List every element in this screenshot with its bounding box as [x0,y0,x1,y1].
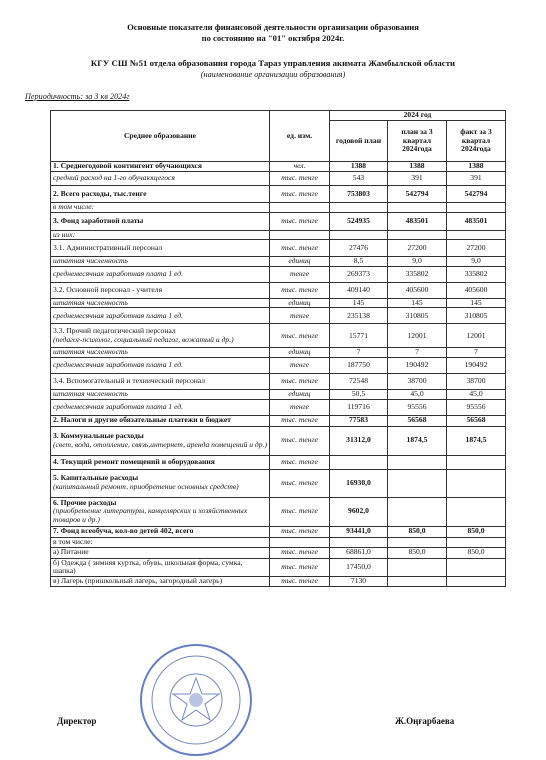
row-unit: тыс. тенге [270,547,330,558]
row-plan: 95556 [388,399,447,415]
row-plan: 45,0 [388,389,447,399]
row-label [51,558,270,576]
row-label-text: 3. Фонд заработной платы [53,215,144,225]
row-fact: 850,0 [447,526,506,537]
row-label [51,547,270,558]
row-unit: единиц [270,389,330,399]
row-annual: 16930,0 [330,469,388,497]
row-plan [388,576,447,586]
row-fact: 850,0 [447,547,506,558]
row-label-text: 2. Всего расходы, тыс.тенге [53,188,147,198]
row-label [51,389,270,399]
row-annual: 17450,0 [330,558,388,576]
row-fact: 12001 [447,324,506,348]
row-fact [447,230,506,240]
row-label-text: в том числе: [53,537,93,546]
row-plan: 850,0 [388,547,447,558]
organization-caption: (наименование организации образования) [200,70,346,79]
table-row [51,240,506,257]
organization-name: КГУ СШ №51 отдела образования города Тараз управления акимата Жамбылской области [90,58,456,68]
table-row [51,298,506,308]
row-plan: 145 [388,298,447,308]
row-unit: тенге [270,266,330,282]
table-row [51,399,506,415]
row-fact [447,497,506,526]
row-label [51,426,270,455]
row-plan [388,230,447,240]
row-label-text: штатная численность [53,347,128,357]
row-fact: 27200 [447,240,506,257]
row-plan [388,203,447,213]
row-label-text: среднемесячная заработная плата 1 ед. [53,310,184,320]
row-label [51,497,270,526]
row-label [51,257,270,267]
row-fact [447,455,506,469]
row-annual: 524935 [330,212,388,230]
row-label-text: б) Одежда ( зимняя куртка, обувь, школьная форма, сумка, шапка) [53,558,243,576]
row-fact: 405600 [447,282,506,298]
document-date: по состоянию на "01" октября 2024г. [201,33,345,43]
row-unit: тыс. тенге [270,212,330,230]
row-label-text: в) Лагерь (пришкольный лагерь, загородный лагерь) [53,576,223,585]
row-annual: 753803 [330,186,388,203]
row-plan: 310805 [388,308,447,324]
table-row [51,203,506,213]
header-plan: план за 3 квартал 2024года [388,121,447,162]
row-plan: 12001 [388,324,447,348]
table-row [51,469,506,497]
table-row [51,547,506,558]
row-annual: 187750 [330,357,388,373]
row-annual: 31312,0 [330,426,388,455]
row-fact: 56568 [447,415,506,426]
row-unit: тыс. тенге [270,282,330,298]
row-unit: единиц [270,298,330,308]
row-fact [447,576,506,586]
table-row [51,348,506,358]
row-label-text: 7. Фонд всеобуча, кол-во детей 402, всего [53,526,194,536]
row-annual: 93441,0 [330,526,388,537]
table-row [51,282,506,298]
row-unit: тыс. тенге [270,526,330,537]
row-label [51,308,270,324]
row-unit: тыс. тенге [270,415,330,426]
row-fact: 542794 [447,186,506,203]
row-plan: 38700 [388,373,447,389]
row-fact: 145 [447,298,506,308]
table-row [51,537,506,547]
row-fact: 95556 [447,399,506,415]
row-fact: 335802 [447,266,506,282]
row-label-text: среднемесячная заработная плата 1 ед. [53,401,184,411]
row-unit [270,537,330,547]
row-plan: 9,0 [388,257,447,267]
row-fact [447,558,506,576]
row-label-text: а) Питание [53,547,89,557]
table-row [51,558,506,576]
row-unit: тыс. тенге [270,324,330,348]
table-row [51,324,506,348]
table-row [51,497,506,526]
row-annual: 50,5 [330,389,388,399]
row-unit: тыс. тенге [270,558,330,576]
row-label [51,415,270,426]
row-annual: 269373 [330,266,388,282]
table-row [51,373,506,389]
row-annual: 27476 [330,240,388,257]
row-unit: тенге [270,308,330,324]
row-unit: тенге [270,399,330,415]
row-plan: 405600 [388,282,447,298]
period-label: Периодичность: за 3 кв 2024г [25,92,130,101]
row-annual: 409140 [330,282,388,298]
row-annual [330,230,388,240]
header-name: Среднее образование [51,111,270,162]
row-label [51,537,270,547]
row-label-text: в том числе: [53,202,95,211]
row-fact [447,537,506,547]
table-row [51,212,506,230]
row-fact: 310805 [447,308,506,324]
row-unit [270,203,330,213]
row-plan: 483501 [388,212,447,230]
table-row [51,576,506,586]
row-unit: тыс. тенге [270,186,330,203]
table-row [51,426,506,455]
official-seal [136,640,256,760]
row-annual: 7130 [330,576,388,586]
row-fact: 483501 [447,212,506,230]
header-fact: факт за 3 квартал 2024года [447,121,506,162]
row-unit: единиц [270,348,330,358]
header-year: 2024 год [330,111,506,121]
financial-table [50,110,506,587]
row-annual [330,455,388,469]
row-label-text: среднемесячная заработная плата 1 ед. [53,360,184,370]
row-label [51,240,270,257]
row-label-text: среднемесячная заработная плата 1 ед. [53,268,184,278]
row-annual: 1388 [330,162,388,172]
row-label-text: из них: [53,230,76,239]
row-label-text: 5. Капитальные расходы [53,473,139,483]
table-row [51,357,506,373]
row-label-text: 2. Налоги и другие обязательные платежи в бюджет [53,415,232,425]
row-annual: 9602,0 [330,497,388,526]
row-unit: тыс. тенге [270,240,330,257]
row-fact: 7 [447,348,506,358]
row-label [51,203,270,213]
row-label [51,526,270,537]
row-label [51,298,270,308]
row-label [51,469,270,497]
table-row [51,230,506,240]
row-label-text: 3.4. Вспомогательный и технический персонал [53,376,206,386]
director-title: Директор [57,716,97,726]
row-label-text: штатная численность [53,389,128,398]
row-annual [330,203,388,213]
row-annual: 68861,0 [330,547,388,558]
row-label-text: средний расход на 1-го обучающегося [53,173,175,183]
row-plan [388,558,447,576]
row-plan [388,497,447,526]
row-label-text: 3.3. Прочий педагогический персонал [53,326,176,336]
row-label-text: штатная численность [53,298,128,307]
row-fact: 1388 [447,162,506,172]
row-label [51,455,270,469]
table-row [51,162,506,172]
row-fact: 9,0 [447,257,506,267]
row-unit [270,230,330,240]
row-annual: 145 [330,298,388,308]
row-unit: тыс. тенге [270,455,330,469]
row-label [51,357,270,373]
table-row [51,526,506,537]
row-annual: 235138 [330,308,388,324]
row-label-text: 1. Среднегодовой контингент обучающихся [53,161,203,171]
header-annual: годовой план [330,121,388,162]
row-fact: 190492 [447,357,506,373]
row-plan: 391 [388,172,447,186]
row-label-text: 3. Коммунальные расходы [53,430,144,440]
document-title: Основные показатели финансовой деятельности организации образования [127,22,419,32]
row-unit: тыс. тенге [270,497,330,526]
row-unit: тыс. тенге [270,172,330,186]
row-label-text: 3.2. Основной персонал - учителя [53,284,163,294]
table-row [51,455,506,469]
row-plan: 335802 [388,266,447,282]
row-fact: 45,0 [447,389,506,399]
row-label-sub: (педагог-психолог, социальный педагог, вожатый и др.) [53,334,234,344]
row-unit: чел. [270,162,330,172]
row-fact: 391 [447,172,506,186]
row-unit: единиц [270,257,330,267]
row-label [51,373,270,389]
row-plan: 190492 [388,357,447,373]
row-unit: тыс. тенге [270,426,330,455]
row-label-text: 3.1. Административный персонал [53,242,163,252]
row-label [51,172,270,186]
row-plan: 542794 [388,186,447,203]
row-annual: 7 [330,348,388,358]
table-row [51,266,506,282]
table-row [51,257,506,267]
table-row [51,415,506,426]
row-label-sub: (свет, вода, отопление, связь,интернет, аренда помещений и др.) [53,439,267,449]
row-plan [388,537,447,547]
row-label [51,576,270,586]
table-row [51,308,506,324]
row-label-text: 6. Прочие расходы [53,497,117,507]
row-label [51,399,270,415]
table-row [51,186,506,203]
row-plan: 27200 [388,240,447,257]
row-annual: 77583 [330,415,388,426]
row-annual: 8,5 [330,257,388,267]
row-fact: 1874,5 [447,426,506,455]
row-label-sub: (капитальный ремонт, приобретение основных средств) [53,482,239,492]
row-label [51,282,270,298]
row-unit: тыс. тенге [270,576,330,586]
row-annual: 72548 [330,373,388,389]
row-unit: тыс. тенге [270,469,330,497]
row-fact: 38700 [447,373,506,389]
row-annual: 15771 [330,324,388,348]
row-label-text: 4. Текущий ремонт помещений и оборудования [53,456,215,466]
row-plan: 850,0 [388,526,447,537]
row-label [51,348,270,358]
row-label [51,186,270,203]
row-unit: тенге [270,357,330,373]
row-plan [388,469,447,497]
row-label [51,266,270,282]
row-plan: 56568 [388,415,447,426]
row-annual: 543 [330,172,388,186]
row-annual: 119716 [330,399,388,415]
director-name: Ж.Оңғарбаева [395,716,455,726]
row-plan: 1874,5 [388,426,447,455]
row-fact [447,203,506,213]
row-label [51,324,270,348]
row-unit: тыс. тенге [270,373,330,389]
row-plan [388,455,447,469]
row-fact [447,469,506,497]
row-plan: 7 [388,348,447,358]
header-unit: ед. изм. [270,111,330,162]
row-label [51,162,270,172]
row-label-text: штатная численность [53,256,128,266]
table-row [51,172,506,186]
row-annual [330,537,388,547]
row-label [51,230,270,240]
row-label-sub: (приобретение литературы, канцелярских и хозяйственных товаров и др.) [53,506,248,524]
row-label [51,212,270,230]
row-plan: 1388 [388,162,447,172]
table-row [51,389,506,399]
